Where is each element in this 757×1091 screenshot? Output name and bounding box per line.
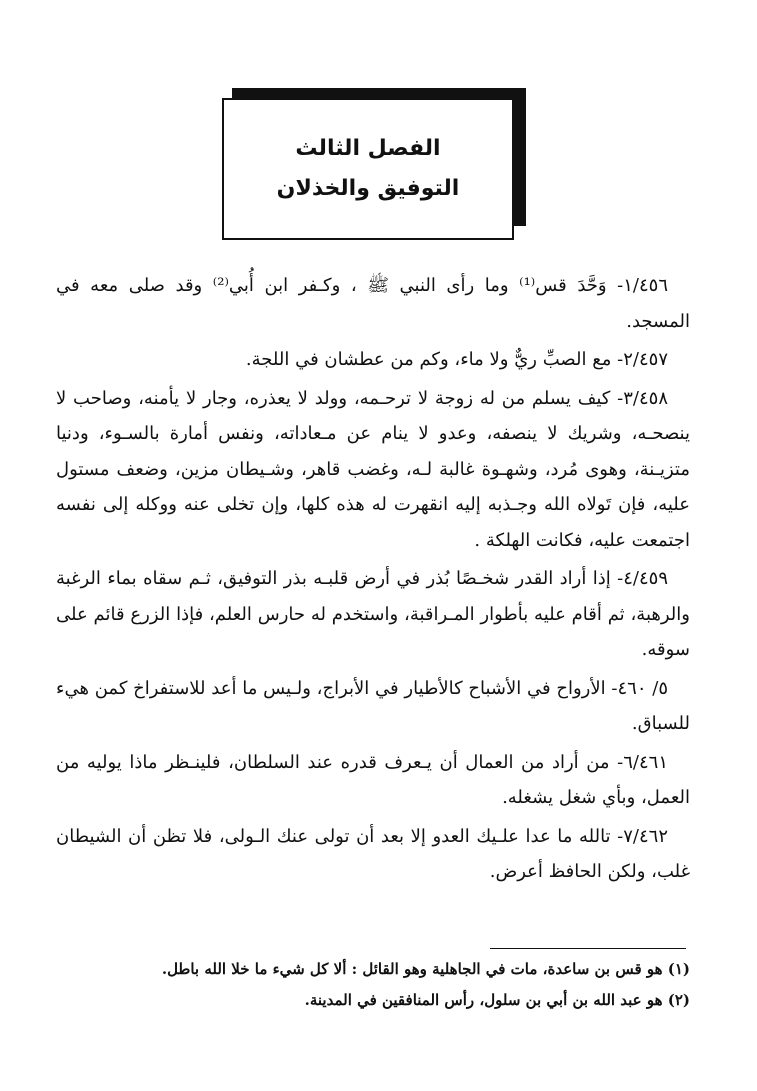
paragraph-461 [56, 745, 690, 816]
paragraph-458 [56, 381, 690, 559]
paragraph-text: وَحَّدَ قس⁽¹⁾ وما رأى النبي ﷺ ، وكـفر ابن أُبي⁽²⁾ وقد صلى معه في المسجد. [56, 275, 690, 332]
paragraph-457 [56, 342, 690, 378]
paragraph-number: ٦/٤٦١- [617, 751, 668, 773]
main-text [56, 268, 690, 893]
paragraph-text: إذا أراد القدر شخـصًا بُذر في أرض قلبـه بذر التوفيق، ثـم سقاه بماء الرغبة والرهبة، ثم أقام عليه بأطوار المـراقبة، واستخدم له حارس العلم، فإذا الزرع قائم على سوقه. [56, 568, 690, 660]
chapter-subtitle: التوفيق والخذلان [276, 176, 460, 201]
paragraph-460 [56, 671, 690, 742]
footnote-divider [490, 948, 686, 949]
paragraph-text: تالله ما عدا علـيك العدو إلا بعد أن تولى عنك الـولى، فلا تظن أن الشيطان غلب، ولكن الحافظ أعرض. [56, 825, 690, 882]
paragraph-number: ٣/٤٥٨- [617, 387, 668, 409]
paragraph-number: ٢/٤٥٧- [617, 349, 668, 370]
chapter-title-box [222, 98, 514, 240]
paragraph-456 [56, 268, 690, 339]
paragraph-text: مع الصبِّ ريٌّ ولا ماء، وكم من عطشان في اللجة. [245, 349, 618, 370]
paragraph-462 [56, 819, 690, 890]
footnote-2: (٢) هو عبد الله بن أبي بن سلول، رأس المنافقين في المدينة. [304, 991, 690, 1009]
footnotes [110, 954, 690, 1016]
paragraph-number: ١/٤٥٦- [617, 275, 668, 296]
paragraph-number: ٥/ ٤٦٠- [611, 677, 668, 699]
chapter-title: الفصل الثالث [295, 136, 441, 161]
paragraph-text: من أراد من العمال أن يـعرف قدره عند السلطان، فلينـظر ماذا يوليه من العمل، وبأي شغل يشغله. [56, 751, 690, 808]
footnote-1: (١) هو قس بن ساعدة، مات في الجاهلية وهو القائل : ألا كل شيء ما خلا الله باطل. [161, 960, 690, 978]
paragraph-number: ٧/٤٦٢- [617, 825, 668, 847]
paragraph-text: كيف يسلم من له زوجة لا ترحـمه، وولد لا يعذره، وجار لا يأمنه، وصاحب لا ينصحـه، وشريك لا ينصفه، وعدو لا ينام عن مـعاداته، ونفس أمارة بالسـوء، ودنيا متزيـنة، وهوى مُرد، وشهـوة غالبة لـه، وغضب قاهر، وشـيطان مزين، وضعف مستول عليه، فإن تَولاه الله وجـذبه إليه انقهرت له هذه كلها، وإن تخلى عنه ووكله إلى نفسه اجتمعت عليه، فكانت الهلكة . [56, 387, 690, 551]
paragraph-number: ٤/٤٥٩- [617, 568, 668, 589]
paragraph-text: الأرواح في الأشباح كالأطيار في الأبراج، ولـيس ما أعد للاستفراخ كمن هيء للسباق. [56, 677, 690, 734]
paragraph-459 [56, 561, 690, 668]
